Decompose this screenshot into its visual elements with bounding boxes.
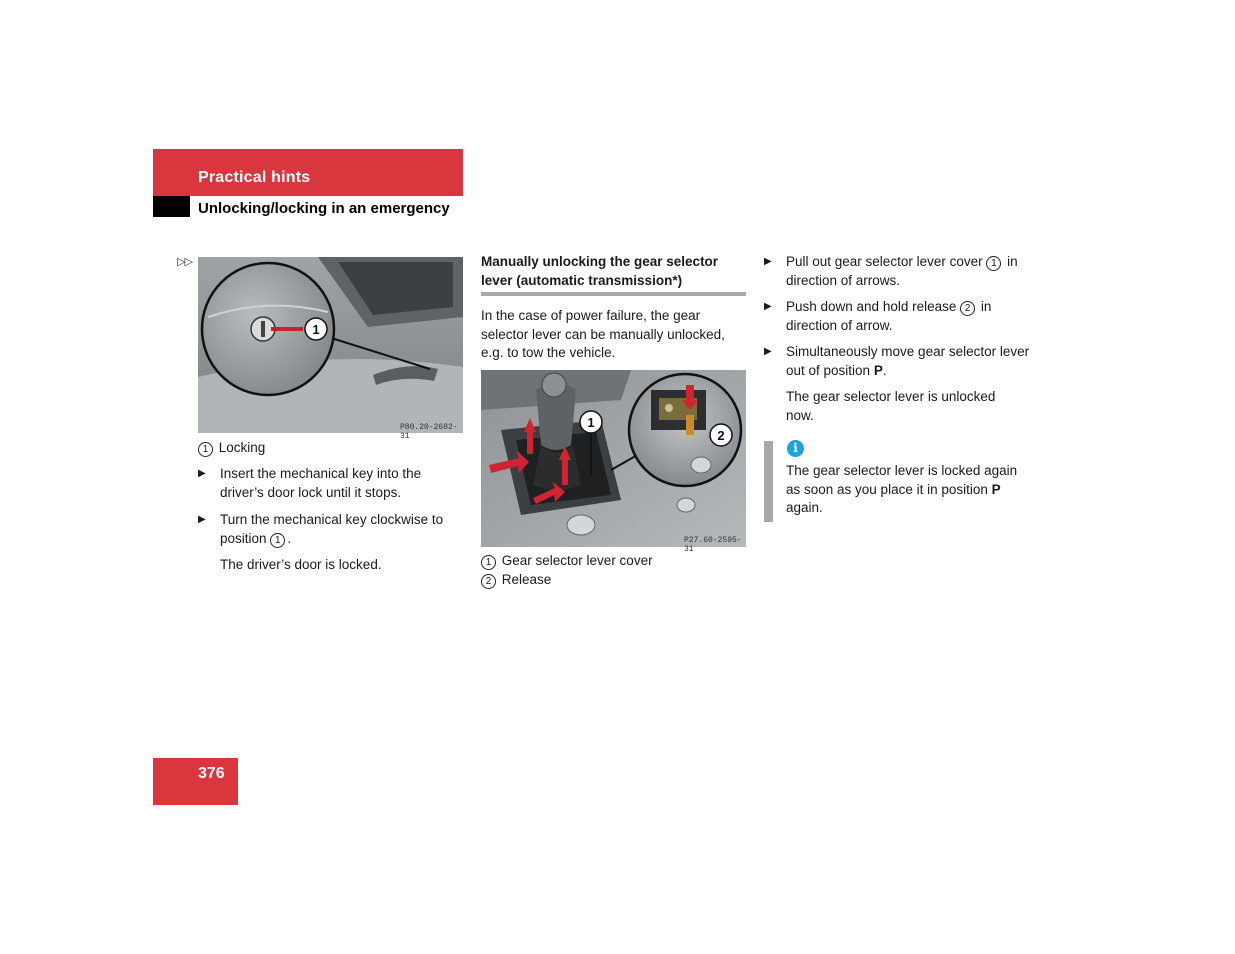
legend-number: 1 (198, 442, 213, 457)
bullet-arrow-icon: ▶ (764, 256, 772, 267)
info-note (786, 462, 1031, 518)
legend-item (481, 571, 551, 590)
gear-selector-figure (481, 370, 746, 554)
component-ref: 2 (960, 301, 975, 316)
legend-label: Locking (218, 440, 266, 455)
step-text: Simultaneously move gear selector lever out of position (786, 344, 1030, 378)
instruction-step (764, 298, 1031, 335)
position-label: P (991, 481, 1001, 497)
section-subtitle: Unlocking/locking in an emergency (198, 200, 450, 217)
legend-number: 1 (481, 555, 496, 570)
instruction-step (764, 253, 1031, 290)
step-text: Insert the mechanical key into the driver’s door lock until it stops. (220, 466, 422, 500)
page-number: 376 (198, 765, 225, 782)
door-lock-figure (198, 257, 463, 441)
section-title: Practical hints (198, 169, 311, 186)
instruction-step (198, 465, 465, 502)
info-text: again. (786, 500, 823, 515)
info-icon: i (787, 440, 804, 457)
door-lock-illustration (198, 257, 463, 433)
continued-marker: ▷▷ (177, 256, 192, 268)
heading-rule (481, 292, 746, 296)
header-marker-block (153, 196, 190, 217)
step-text: in direction of arrows. (786, 254, 1018, 288)
procedure-intro: In the case of power failure, the gear selector lever can be manually unlocked, e.g. to tow the vehicle. (481, 308, 725, 360)
legend-label: Release (501, 572, 552, 587)
figure-callout-2: 2 (717, 428, 725, 443)
figure-code: P80.20-2682-31 (400, 423, 458, 441)
legend-item (198, 439, 265, 458)
legend-item (481, 552, 653, 571)
info-sidebar (764, 441, 773, 522)
step-result: The gear selector lever is unlocked now. (786, 389, 996, 423)
step-text: Push down and hold release (786, 299, 957, 314)
position-ref: 1 (270, 533, 285, 548)
figure-code: P27.60-2595-31 (684, 536, 742, 554)
info-text: The gear selector lever is locked again as soon as you place it in position (786, 463, 1018, 497)
step-text: . (882, 362, 887, 378)
bullet-arrow-icon: ▶ (198, 468, 206, 479)
instruction-step: ▶ Turn the mechanical key clockwise to position 1 . (198, 512, 444, 546)
step-text: Turn the mechanical key clockwise to position (220, 512, 444, 546)
bullet-arrow-icon: ▶ (764, 346, 772, 357)
instruction-step (764, 343, 1031, 380)
procedure-heading: Manually unlocking the gear selector lever (automatic transmission*) (481, 254, 719, 288)
step-text: in direction of arrow. (786, 299, 992, 333)
figure-callout-1: 1 (587, 415, 595, 430)
bullet-arrow-icon: ▶ (198, 514, 206, 525)
figure-callout-1: 1 (312, 322, 320, 337)
component-ref: 1 (986, 256, 1001, 271)
step-result: The driver’s door is locked. (220, 557, 382, 572)
legend-number: 2 (481, 574, 496, 589)
legend-label: Gear selector lever cover (501, 553, 653, 568)
bullet-arrow-icon: ▶ (764, 301, 772, 312)
step-text: Pull out gear selector lever cover (786, 254, 983, 269)
position-label: P (873, 362, 883, 378)
gear-selector-illustration (481, 370, 746, 547)
page-number-band (153, 758, 238, 805)
